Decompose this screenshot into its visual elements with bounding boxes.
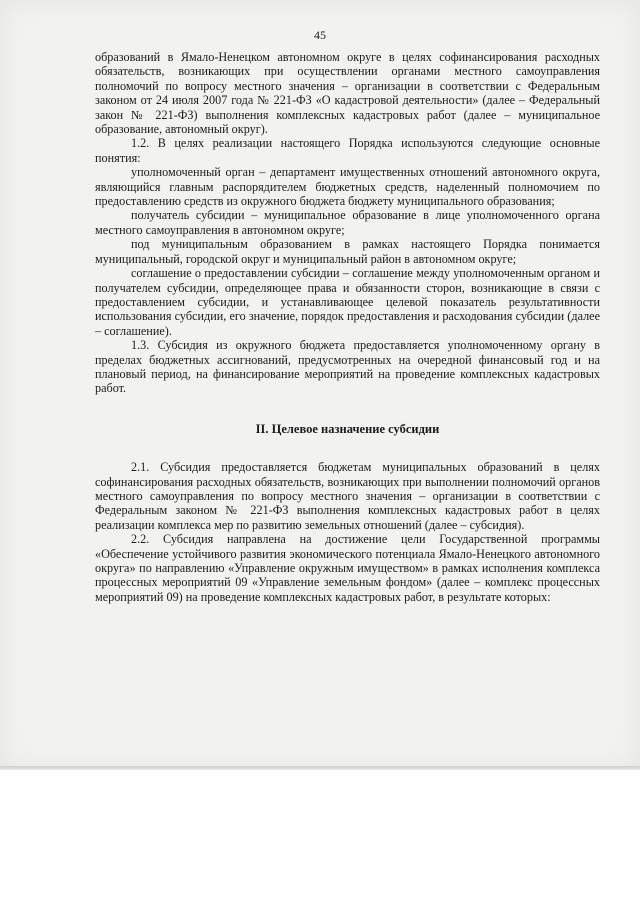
paragraph: 1.3. Субсидия из окружного бюджета предоставляется уполномоченному органу в пределах бюджетных ассигнований, предусмотренных на очередной финансовый год и на плановый период, на финансирование мероприятий на проведение комплексных кадастровых работ. — [95, 338, 600, 396]
paragraph: образований в Ямало-Ненецком автономном округе в целях софинансирования расходных обязательств, возникающих при осуществлении органами местного самоуправления полномочий по вопросу местного значения – организации в соответствии с Федеральным законом от 24 июля 2007 года № 221-ФЗ «О кадастровой деятельности» (далее – Федеральный закон № 221-ФЗ) выполнения комплексных кадастровых работ (далее – муниципальное образование, автономный округ). — [95, 50, 600, 137]
paragraph: 2.2. Субсидия направлена на достижение цели Государственной программы «Обеспечение устойчивого развития экономического потенциала Ямало-Ненецкого автономного округа» по направлению «Управление окружным имуществом» в рамках исполнения комплекса процессных мероприятий 09 «Управление земельным фондом» (далее – комплекс процессных мероприятий 09) на проведение комплексных кадастровых работ, в результате которых: — [95, 532, 600, 604]
page-number: 45 — [314, 28, 326, 42]
paragraph: 1.2. В целях реализации настоящего Порядка используются следующие основные понятия: — [95, 136, 600, 165]
document-body — [95, 50, 600, 604]
paragraph: под муниципальным образованием в рамках настоящего Порядка понимается муниципальный, городской округ и муниципальный район в автономном округе; — [95, 237, 600, 266]
paragraph: соглашение о предоставлении субсидии – соглашение между уполномоченным органом и получателем субсидии, определяющее права и обязанности сторон, возникающие в связи с предоставлением субсидии, и устанавливающее целевой показатель результативности использования субсидии, его значение, порядок предоставления и расходования субсидии (далее – соглашение). — [95, 266, 600, 338]
paragraph: получатель субсидии – муниципальное образование в лице уполномоченного органа местного самоуправления в автономном округе; — [95, 208, 600, 237]
paragraph: уполномоченный орган – департамент имущественных отношений автономного округа, являющийся главным распорядителем бюджетных средств, наделенный полномочием по предоставлению средств из окружного бюджета бюджету муниципального образования; — [95, 165, 600, 209]
paragraph: 2.1. Субсидия предоставляется бюджетам муниципальных образований в целях софинансирования расходных обязательств, возникающих при выполнении полномочий органов местного самоуправления по вопросу местного значения – организации в соответствии с Федеральным законом № 221-ФЗ выполнения комплексных кадастровых работ в целях реализации комплекса мер по развитию земельных отношений (далее – субсидия). — [95, 460, 600, 532]
section-heading: II. Целевое назначение субсидии — [255, 421, 440, 436]
